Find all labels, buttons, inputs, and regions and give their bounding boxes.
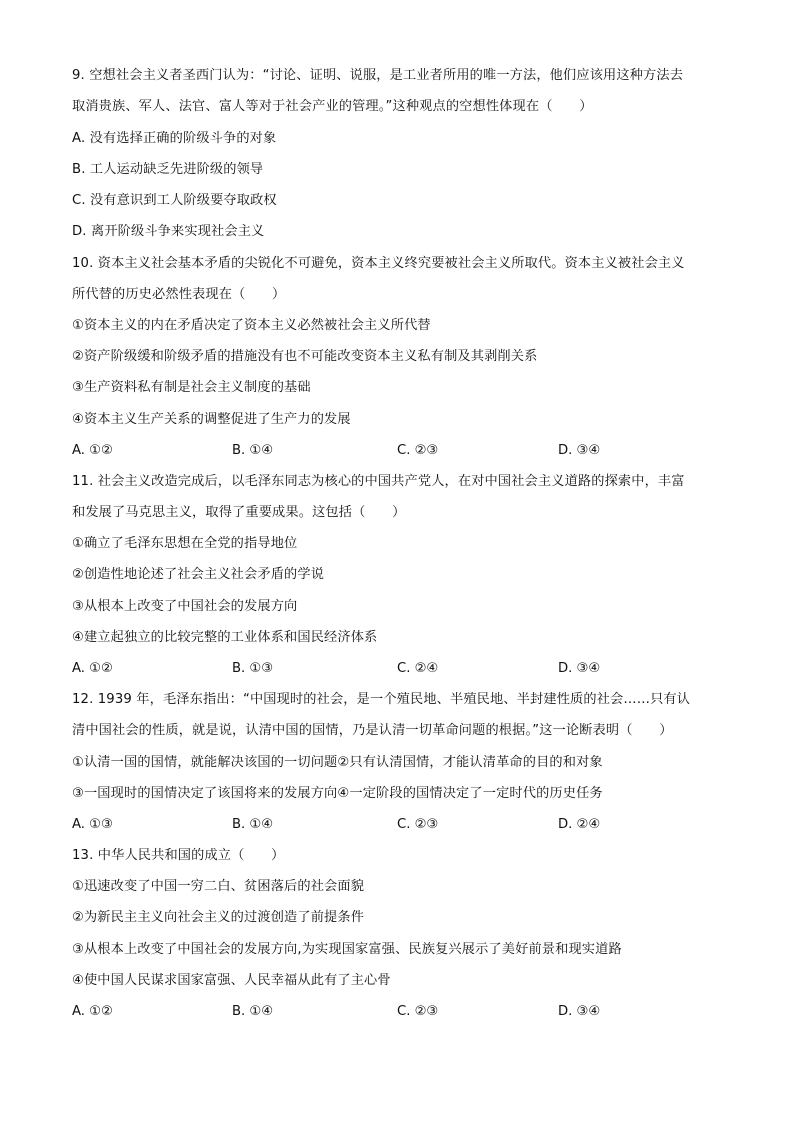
q11-stem-line-2: 和发展了马克思主义，取得了重要成果。这包括（ ）	[72, 505, 406, 520]
q11-stem-line-1: 11. 社会主义改造完成后，以毛泽东同志为核心的中国共产党人，在对中国社会主义道路的探索中，丰富	[72, 474, 685, 489]
q12-option-c: C. ②③	[397, 817, 439, 832]
q12-option-d: D. ②④	[558, 817, 601, 832]
q10-item-2: ②资产阶级缓和阶级矛盾的措施没有也不可能改变资本主义私有制及其剥削关系	[72, 349, 538, 364]
q10-options-row	[72, 441, 732, 461]
q12-options-row	[72, 815, 732, 835]
q9-option-a: A. 没有选择正确的阶级斗争的对象	[72, 131, 277, 146]
q13-item-2: ②为新民主主义向社会主义的过渡创造了前提条件	[72, 910, 365, 925]
q12-item-1: ①认清一国的国情，就能解决该国的一切问题②只有认清国情，才能认清革命的目的和对象	[72, 755, 603, 770]
q12-option-b: B. ①④	[232, 817, 274, 832]
q11-item-4: ④建立起独立的比较完整的工业体系和国民经济体系	[72, 630, 378, 645]
q10-item-1: ①资本主义的内在矛盾决定了资本主义必然被社会主义所代替	[72, 318, 431, 333]
q13-item-4: ④使中国人民谋求国家富强、人民幸福从此有了主心骨	[72, 973, 391, 988]
q10-option-c: C. ②③	[397, 443, 439, 458]
q11-item-3: ③从根本上改变了中国社会的发展方向	[72, 599, 298, 614]
q11-option-d: D. ③④	[558, 661, 601, 676]
q9-option-c: C. 没有意识到工人阶级要夺取政权	[72, 193, 277, 208]
q10-option-b: B. ①④	[232, 443, 274, 458]
q13-option-a: A. ①②	[72, 1004, 113, 1019]
q11-option-c: C. ②④	[397, 661, 439, 676]
q13-item-3: ③从根本上改变了中国社会的发展方向,为实现国家富强、民族复兴展示了美好前景和现实道路	[72, 942, 622, 957]
q10-stem-line-2: 所代替的历史必然性表现在（ ）	[72, 287, 286, 302]
q12-stem-line-1: 12. 1939 年，毛泽东指出：“中国现时的社会，是一个殖民地、半殖民地、半封建性质的社会……只有认	[72, 692, 691, 707]
q13-options-row	[72, 1002, 732, 1022]
q11-option-b: B. ①③	[232, 661, 274, 676]
q9-stem-line-2: 取消贵族、军人、法官、富人等对于社会产业的管理。”这种观点的空想性体现在（ ）	[72, 99, 593, 114]
q13-option-d: D. ③④	[558, 1004, 601, 1019]
q10-stem-line-1: 10. 资本主义社会基本矛盾的尖锐化不可避免，资本主义终究要被社会主义所取代。资本主义被社会主义	[72, 256, 685, 271]
q11-option-a: A. ①②	[72, 661, 113, 676]
q10-option-d: D. ③④	[558, 443, 601, 458]
q13-item-1: ①迅速改变了中国一穷二白、贫困落后的社会面貌	[72, 879, 365, 894]
q12-item-2: ③一国现时的国情决定了该国将来的发展方向④一定阶段的国情决定了一定时代的历史任务	[72, 786, 603, 801]
q9-option-b: B. 工人运动缺乏先进阶级的领导	[72, 162, 264, 177]
q11-options-row	[72, 659, 732, 679]
q12-option-a: A. ①③	[72, 817, 113, 832]
q13-option-c: C. ②③	[397, 1004, 439, 1019]
q10-option-a: A. ①②	[72, 443, 113, 458]
q9-option-d: D. 离开阶级斗争来实现社会主义	[72, 224, 265, 239]
q10-item-3: ③生产资料私有制是社会主义制度的基础	[72, 380, 311, 395]
q10-item-4: ④资本主义生产关系的调整促进了生产力的发展	[72, 412, 351, 427]
q13-option-b: B. ①④	[232, 1004, 274, 1019]
q11-item-2: ②创造性地论述了社会主义社会矛盾的学说	[72, 567, 325, 582]
q13-stem-line-1: 13. 中华人民共和国的成立（ ）	[72, 848, 285, 863]
q11-item-1: ①确立了毛泽东思想在全党的指导地位	[72, 536, 298, 551]
q9-stem-line-1: 9. 空想社会主义者圣西门认为：“讨论、证明、说服，是工业者所用的唯一方法，他们应该用这种方法去	[72, 68, 684, 83]
q12-stem-line-2: 清中国社会的性质，就是说，认清中国的国情，乃是认清一切革命问题的根据。”这一论断表明（ ）	[72, 723, 673, 738]
